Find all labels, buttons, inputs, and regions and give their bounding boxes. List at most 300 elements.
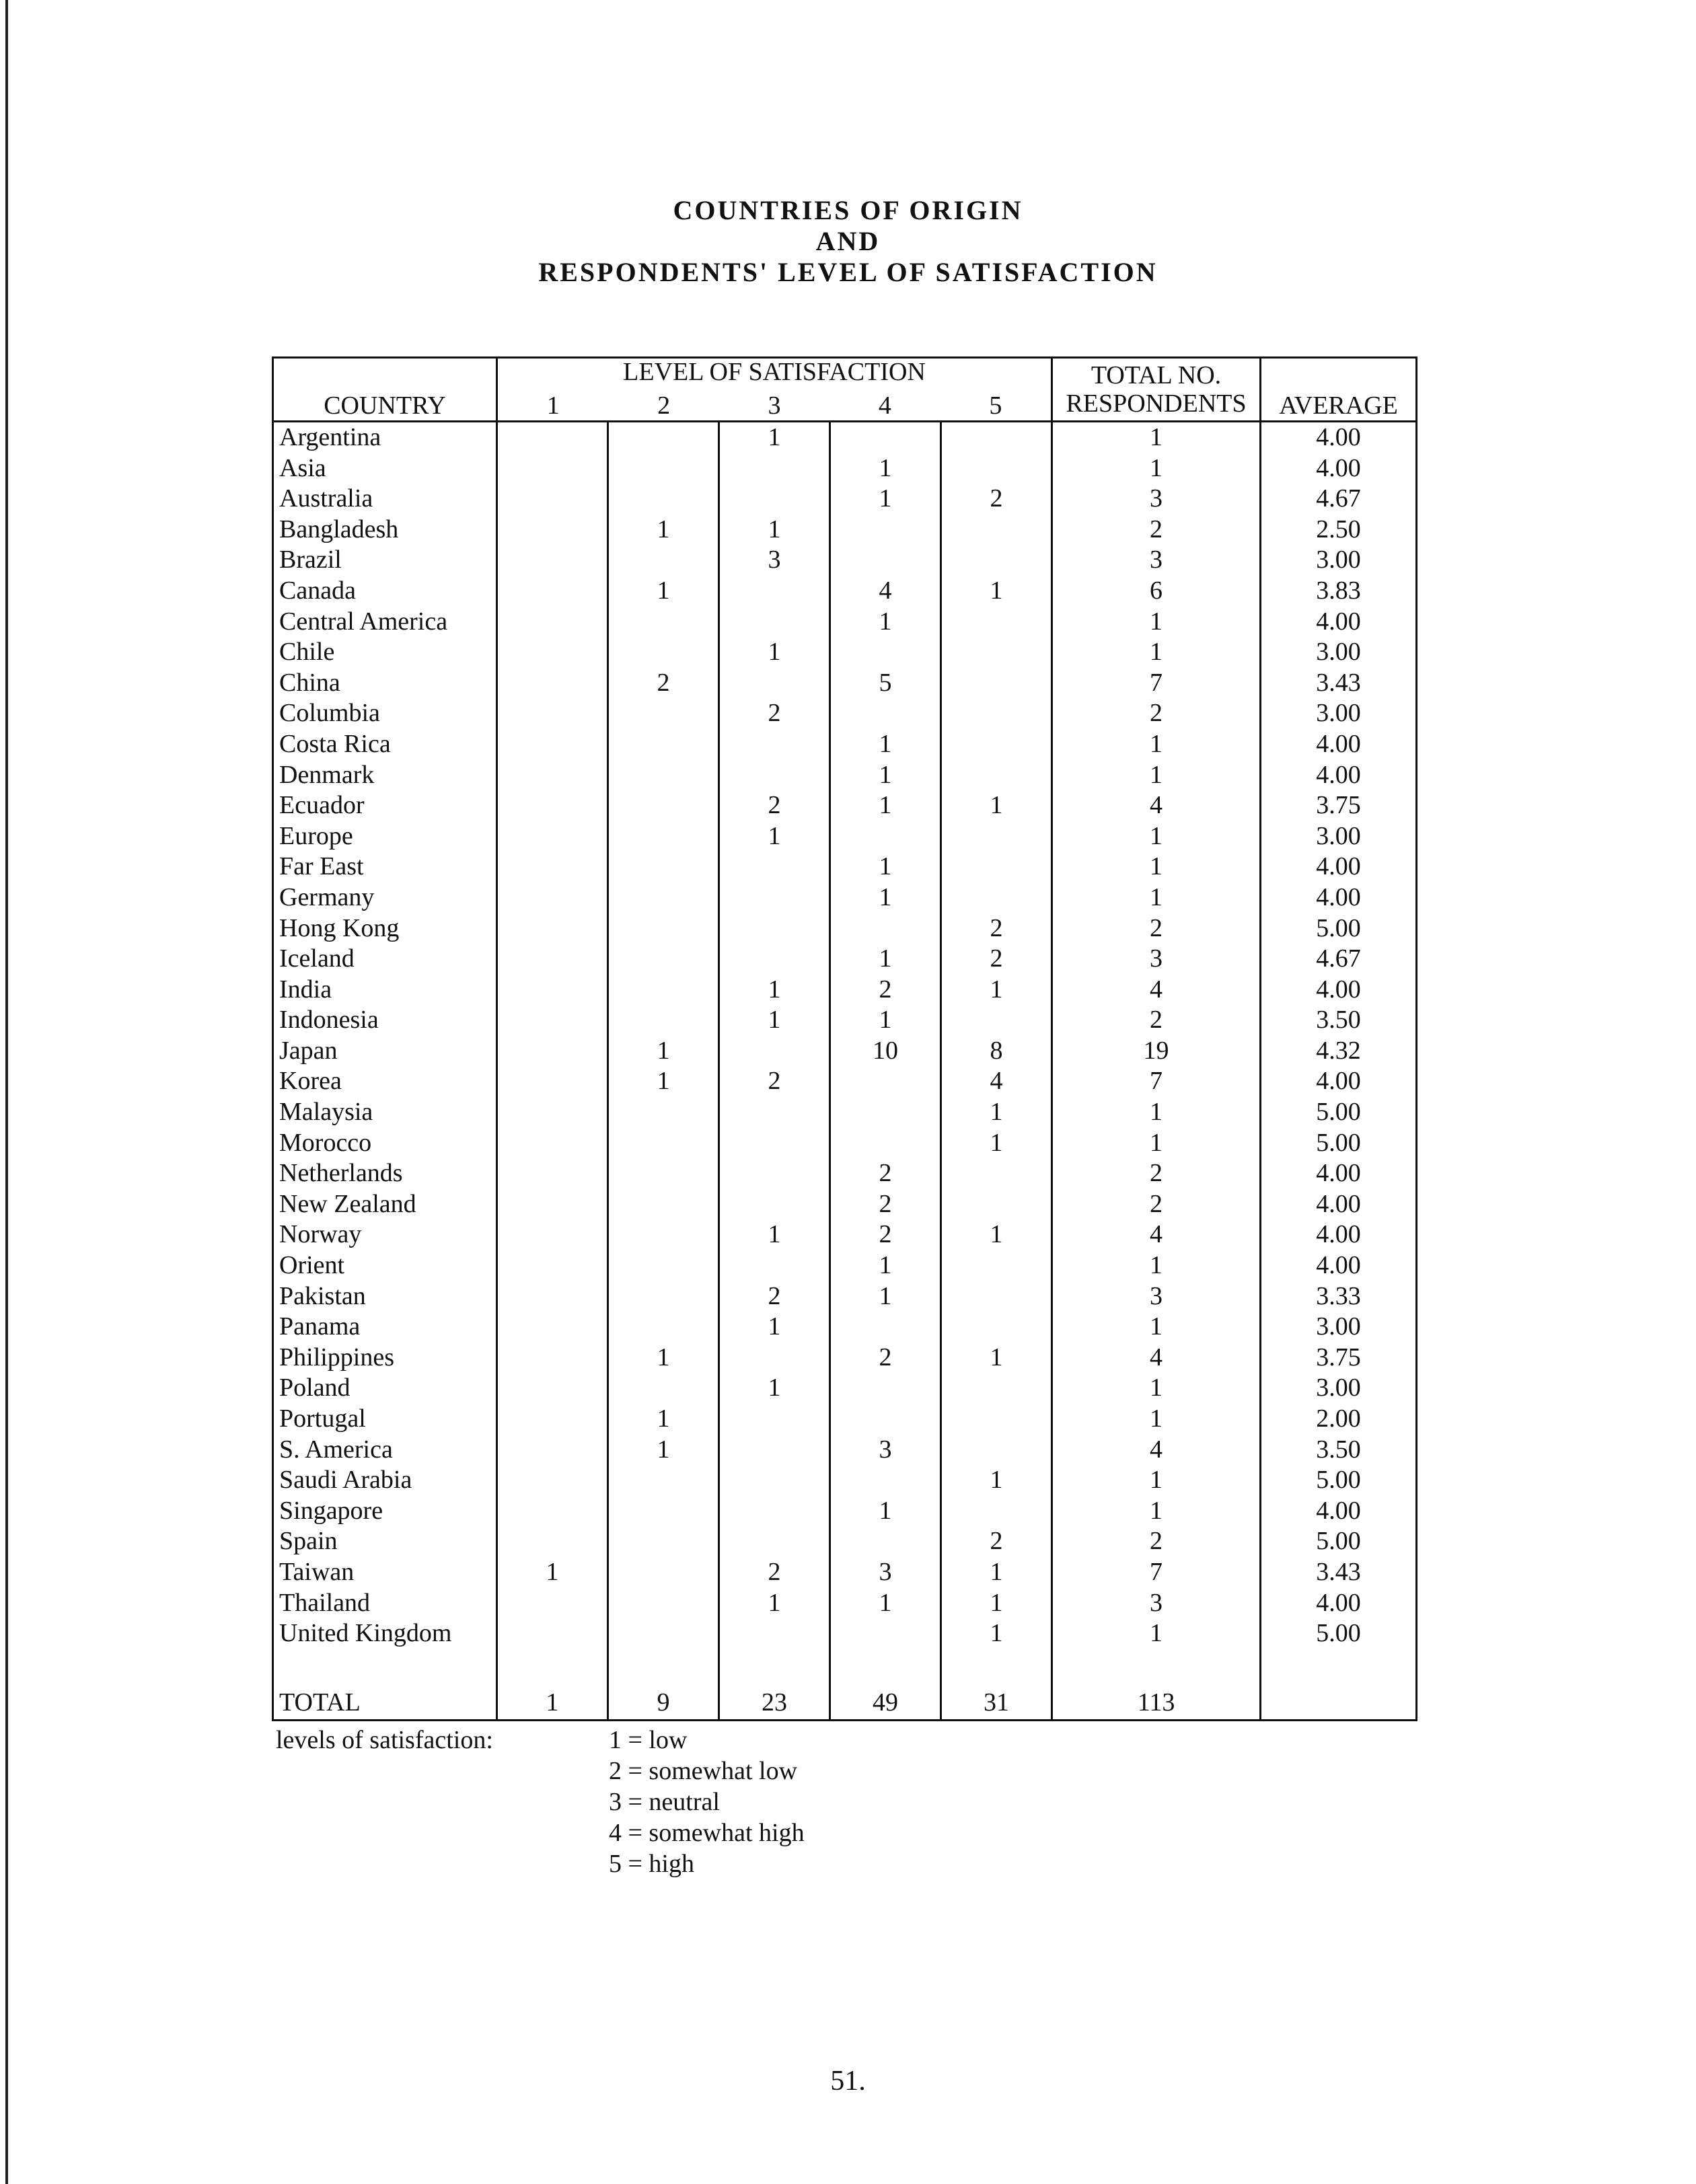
average-cell: 4.00 [1261,852,1417,882]
level-5-cell: 1 [941,1557,1052,1588]
level-3-cell: 2 [719,1281,830,1312]
level-4-cell [830,422,941,453]
table-row [273,1404,1417,1435]
level-2-cell [608,1312,719,1343]
satisfaction-table [272,356,1417,1721]
level-2-cell [608,453,719,484]
total-cell: 4 [1052,975,1261,1006]
table-row [273,1343,1417,1373]
level-3-cell: 1 [719,422,830,453]
header-level-2: 2 [657,391,671,420]
level-4-cell [830,1312,941,1343]
level-5-cell [941,1496,1052,1527]
level-2-cell: 1 [608,1404,719,1435]
header-level-4: 4 [878,391,891,420]
level-2-cell [608,1189,719,1220]
level-1-cell [497,515,608,545]
table-row [273,515,1417,545]
table-row [273,1128,1417,1159]
average-cell: 3.43 [1261,668,1417,699]
level-2-cell: 1 [608,515,719,545]
average-cell: 4.67 [1261,484,1417,515]
level-4-cell: 1 [830,1496,941,1527]
level-3-cell [719,1036,830,1067]
country-cell: Orient [273,1250,497,1281]
country-cell: Taiwan [273,1557,497,1588]
total-cell: 19 [1052,1036,1261,1067]
average-cell: 4.00 [1261,1189,1417,1220]
header-level-3: 3 [768,391,781,420]
total-cell: 3 [1052,484,1261,515]
average-cell: 4.00 [1261,1496,1417,1527]
average-cell: 4.00 [1261,729,1417,760]
total-level-4-cell: 49 [830,1679,941,1721]
average-cell: 3.00 [1261,637,1417,668]
header-level-group-label: LEVEL OF SATISFACTION [623,358,926,386]
level-5-cell: 1 [941,975,1052,1006]
level-4-cell: 2 [830,1189,941,1220]
total-cell: 1 [1052,1496,1261,1527]
total-cell: 4 [1052,1435,1261,1466]
level-4-cell: 2 [830,1219,941,1250]
level-1-cell [497,422,608,453]
level-1-cell [497,1219,608,1250]
country-cell: Thailand [273,1588,497,1619]
level-5-cell [941,637,1052,668]
level-4-cell: 1 [830,1281,941,1312]
level-2-cell [608,1158,719,1189]
level-4-cell [830,913,941,944]
country-cell: Far East [273,852,497,882]
table-row [273,1465,1417,1496]
header-level-5: 5 [989,391,1002,420]
level-3-cell [719,1496,830,1527]
table-row [273,882,1417,913]
level-3-cell: 2 [719,1066,830,1097]
level-5-cell: 1 [941,1465,1052,1496]
level-5-cell [941,1158,1052,1189]
country-cell: Hong Kong [273,913,497,944]
average-cell: 4.67 [1261,944,1417,975]
scan-edge-line [5,0,8,2184]
table-row [273,545,1417,576]
total-cell: 7 [1052,1066,1261,1097]
level-2-cell [608,729,719,760]
level-4-cell: 2 [830,1158,941,1189]
level-3-cell: 1 [719,1005,830,1036]
average-cell: 4.00 [1261,1219,1417,1250]
country-cell: Korea [273,1066,497,1097]
level-4-cell: 1 [830,944,941,975]
level-1-cell [497,944,608,975]
level-4-cell: 1 [830,852,941,882]
total-cell: 4 [1052,1343,1261,1373]
total-cell: 2 [1052,698,1261,729]
level-5-cell: 1 [941,1128,1052,1159]
total-cell: 1 [1052,1250,1261,1281]
level-4-cell [830,698,941,729]
level-3-cell [719,1097,830,1128]
table-row [273,484,1417,515]
table-row [273,607,1417,638]
table-row [273,1219,1417,1250]
level-4-cell [830,1618,941,1649]
country-cell: Chile [273,637,497,668]
total-cell: 1 [1052,1404,1261,1435]
level-3-cell [719,1435,830,1466]
country-cell: Columbia [273,698,497,729]
average-cell: 3.75 [1261,790,1417,821]
country-cell: Netherlands [273,1158,497,1189]
level-1-cell [497,1281,608,1312]
average-cell: 3.83 [1261,576,1417,607]
table-row [273,852,1417,882]
level-5-cell: 1 [941,1588,1052,1619]
country-cell: Germany [273,882,497,913]
level-1-cell [497,821,608,852]
header-level-numbers [498,391,1051,420]
level-1-cell [497,1618,608,1649]
country-cell: Asia [273,453,497,484]
level-2-cell [608,1128,719,1159]
table-row [273,760,1417,791]
average-cell: 3.33 [1261,1281,1417,1312]
legend-items [609,1725,805,1879]
table-row [273,668,1417,699]
country-cell: Japan [273,1036,497,1067]
header-level-1: 1 [546,391,560,420]
total-cell: 1 [1052,453,1261,484]
level-3-cell [719,484,830,515]
level-1-cell [497,1066,608,1097]
level-1-cell [497,545,608,576]
level-3-cell: 2 [719,1557,830,1588]
level-1-cell [497,1373,608,1404]
level-3-cell [719,607,830,638]
total-level-2-cell: 9 [608,1679,719,1721]
country-cell: Norway [273,1219,497,1250]
level-4-cell: 1 [830,1005,941,1036]
level-2-cell [608,852,719,882]
level-3-cell [719,453,830,484]
level-1-cell [497,698,608,729]
total-cell: 1 [1052,1373,1261,1404]
average-cell: 4.00 [1261,453,1417,484]
table-row [273,1373,1417,1404]
level-4-cell [830,1097,941,1128]
level-1-cell [497,1435,608,1466]
table-row [273,821,1417,852]
level-4-cell: 1 [830,790,941,821]
legend-item: 2 = somewhat low [609,1757,798,1785]
level-4-cell [830,1066,941,1097]
total-cell: 1 [1052,760,1261,791]
level-4-cell [830,545,941,576]
table-row [273,1097,1417,1128]
country-cell: Brazil [273,545,497,576]
level-1-cell [497,1250,608,1281]
level-3-cell: 1 [719,1219,830,1250]
total-cell: 2 [1052,515,1261,545]
spacer-cell [1052,1649,1261,1679]
level-2-cell [608,1496,719,1527]
country-cell: Saudi Arabia [273,1465,497,1496]
level-3-cell: 1 [719,975,830,1006]
table-row [273,1281,1417,1312]
level-2-cell [608,545,719,576]
country-cell: Panama [273,1312,497,1343]
document-title [0,195,1696,288]
total-cell: 1 [1052,1128,1261,1159]
total-level-1-cell: 1 [497,1679,608,1721]
table-header-row [273,358,1417,422]
table-row [273,1496,1417,1527]
level-4-cell [830,1373,941,1404]
level-2-cell [608,1250,719,1281]
country-cell: Canada [273,576,497,607]
level-4-cell [830,515,941,545]
total-cell: 1 [1052,1465,1261,1496]
level-5-cell: 1 [941,790,1052,821]
table-row [273,1250,1417,1281]
level-4-cell: 1 [830,1588,941,1619]
average-cell: 3.00 [1261,1312,1417,1343]
level-3-cell [719,1526,830,1557]
level-3-cell [719,1128,830,1159]
level-3-cell [719,1189,830,1220]
level-1-cell [497,1526,608,1557]
average-cell: 5.00 [1261,1097,1417,1128]
level-2-cell [608,1097,719,1128]
total-cell: 7 [1052,668,1261,699]
average-cell: 4.32 [1261,1036,1417,1067]
level-5-cell [941,1005,1052,1036]
average-cell: 5.00 [1261,913,1417,944]
level-1-cell [497,576,608,607]
table-row [273,913,1417,944]
table-row [273,453,1417,484]
country-cell: Poland [273,1373,497,1404]
level-4-cell: 5 [830,668,941,699]
level-5-cell [941,545,1052,576]
level-2-cell [608,1005,719,1036]
header-level-group [497,358,1052,422]
title-line-1: COUNTRIES OF ORIGIN [673,195,1023,225]
level-5-cell [941,515,1052,545]
total-cell: 3 [1052,1281,1261,1312]
average-cell: 5.00 [1261,1465,1417,1496]
average-cell: 4.00 [1261,422,1417,453]
title-line-2: AND [815,226,881,256]
level-1-cell [497,1097,608,1128]
average-cell: 3.75 [1261,1343,1417,1373]
level-4-cell: 3 [830,1557,941,1588]
level-1-cell [497,1588,608,1619]
total-cell: 2 [1052,1158,1261,1189]
table-row [273,422,1417,453]
level-2-cell [608,1557,719,1588]
level-3-cell [719,1404,830,1435]
level-3-cell: 3 [719,545,830,576]
level-1-cell: 1 [497,1557,608,1588]
spacer-cell [497,1649,608,1679]
level-3-cell: 2 [719,698,830,729]
table-row [273,1588,1417,1619]
level-2-cell: 1 [608,1435,719,1466]
country-cell: Denmark [273,760,497,791]
level-2-cell [608,484,719,515]
level-1-cell [497,790,608,821]
level-1-cell [497,668,608,699]
level-5-cell [941,668,1052,699]
level-1-cell [497,760,608,791]
level-4-cell: 1 [830,882,941,913]
table-body [273,422,1417,1721]
level-2-cell [608,637,719,668]
total-cell: 4 [1052,1219,1261,1250]
table-row [273,1557,1417,1588]
level-5-cell [941,821,1052,852]
average-cell: 5.00 [1261,1526,1417,1557]
average-cell: 5.00 [1261,1618,1417,1649]
total-country-cell: TOTAL [273,1679,497,1721]
table-row [273,729,1417,760]
spacer-cell [719,1649,830,1679]
level-2-cell [608,1588,719,1619]
average-cell: 4.00 [1261,975,1417,1006]
level-5-cell: 1 [941,1097,1052,1128]
level-3-cell [719,729,830,760]
level-5-cell [941,1281,1052,1312]
level-3-cell [719,944,830,975]
level-5-cell: 1 [941,1219,1052,1250]
level-3-cell [719,852,830,882]
country-cell: China [273,668,497,699]
header-total-line-2: RESPONDENTS [1066,389,1247,418]
table-row [273,1618,1417,1649]
table-row [273,1312,1417,1343]
level-2-cell [608,913,719,944]
table-row [273,1066,1417,1097]
total-cell: 1 [1052,1618,1261,1649]
level-2-cell: 1 [608,1036,719,1067]
level-5-cell [941,1312,1052,1343]
level-2-cell [608,882,719,913]
spacer-cell [1261,1649,1417,1679]
level-1-cell [497,975,608,1006]
total-cell: 1 [1052,1097,1261,1128]
average-cell: 4.00 [1261,1158,1417,1189]
spacer-cell [830,1649,941,1679]
table-row [273,1189,1417,1220]
total-cell: 3 [1052,545,1261,576]
level-3-cell [719,1250,830,1281]
level-2-cell [608,422,719,453]
country-cell: S. America [273,1435,497,1466]
level-1-cell [497,1128,608,1159]
total-average-cell [1261,1679,1417,1721]
level-1-cell [497,637,608,668]
level-2-cell [608,1281,719,1312]
level-1-cell [497,1404,608,1435]
total-cell: 1 [1052,852,1261,882]
level-4-cell [830,637,941,668]
table-row [273,790,1417,821]
total-cell: 1 [1052,882,1261,913]
level-5-cell [941,607,1052,638]
country-cell: Pakistan [273,1281,497,1312]
average-cell: 4.00 [1261,882,1417,913]
legend-label: levels of satisfaction: [276,1726,493,1754]
spacer-cell [941,1649,1052,1679]
level-3-cell [719,668,830,699]
table-row [273,975,1417,1006]
total-level-5-cell: 31 [941,1679,1052,1721]
header-average: AVERAGE [1261,358,1417,422]
country-cell: Bangladesh [273,515,497,545]
spacer-cell [273,1649,497,1679]
total-cell: 1 [1052,422,1261,453]
country-cell: Philippines [273,1343,497,1373]
total-cell: 2 [1052,1189,1261,1220]
level-1-cell [497,1496,608,1527]
level-2-cell [608,790,719,821]
legend-item: 3 = neutral [609,1788,720,1816]
level-4-cell: 1 [830,1250,941,1281]
level-1-cell [497,729,608,760]
total-total-cell: 113 [1052,1679,1261,1721]
level-5-cell [941,453,1052,484]
average-cell: 4.00 [1261,760,1417,791]
header-total-respondents [1052,358,1261,422]
level-1-cell [497,852,608,882]
country-cell: New Zealand [273,1189,497,1220]
table-row [273,698,1417,729]
table-row [273,944,1417,975]
level-2-cell [608,607,719,638]
level-2-cell [608,944,719,975]
average-cell: 3.00 [1261,545,1417,576]
country-cell: Iceland [273,944,497,975]
total-cell: 3 [1052,1588,1261,1619]
level-1-cell [497,882,608,913]
header-country: COUNTRY [273,358,497,422]
table-row [273,576,1417,607]
level-3-cell: 2 [719,790,830,821]
total-cell: 3 [1052,944,1261,975]
total-cell: 2 [1052,1526,1261,1557]
level-3-cell: 1 [719,1373,830,1404]
level-2-cell [608,1219,719,1250]
level-5-cell: 2 [941,484,1052,515]
level-5-cell: 4 [941,1066,1052,1097]
country-cell: Spain [273,1526,497,1557]
country-cell: Argentina [273,422,497,453]
level-4-cell [830,1465,941,1496]
level-5-cell [941,760,1052,791]
level-4-cell [830,1526,941,1557]
level-1-cell [497,1189,608,1220]
level-4-cell [830,821,941,852]
country-cell: Morocco [273,1128,497,1159]
level-1-cell [497,1312,608,1343]
country-cell: Singapore [273,1496,497,1527]
level-2-cell: 1 [608,576,719,607]
level-5-cell [941,852,1052,882]
level-3-cell [719,882,830,913]
total-row [273,1679,1417,1721]
level-3-cell [719,1343,830,1373]
